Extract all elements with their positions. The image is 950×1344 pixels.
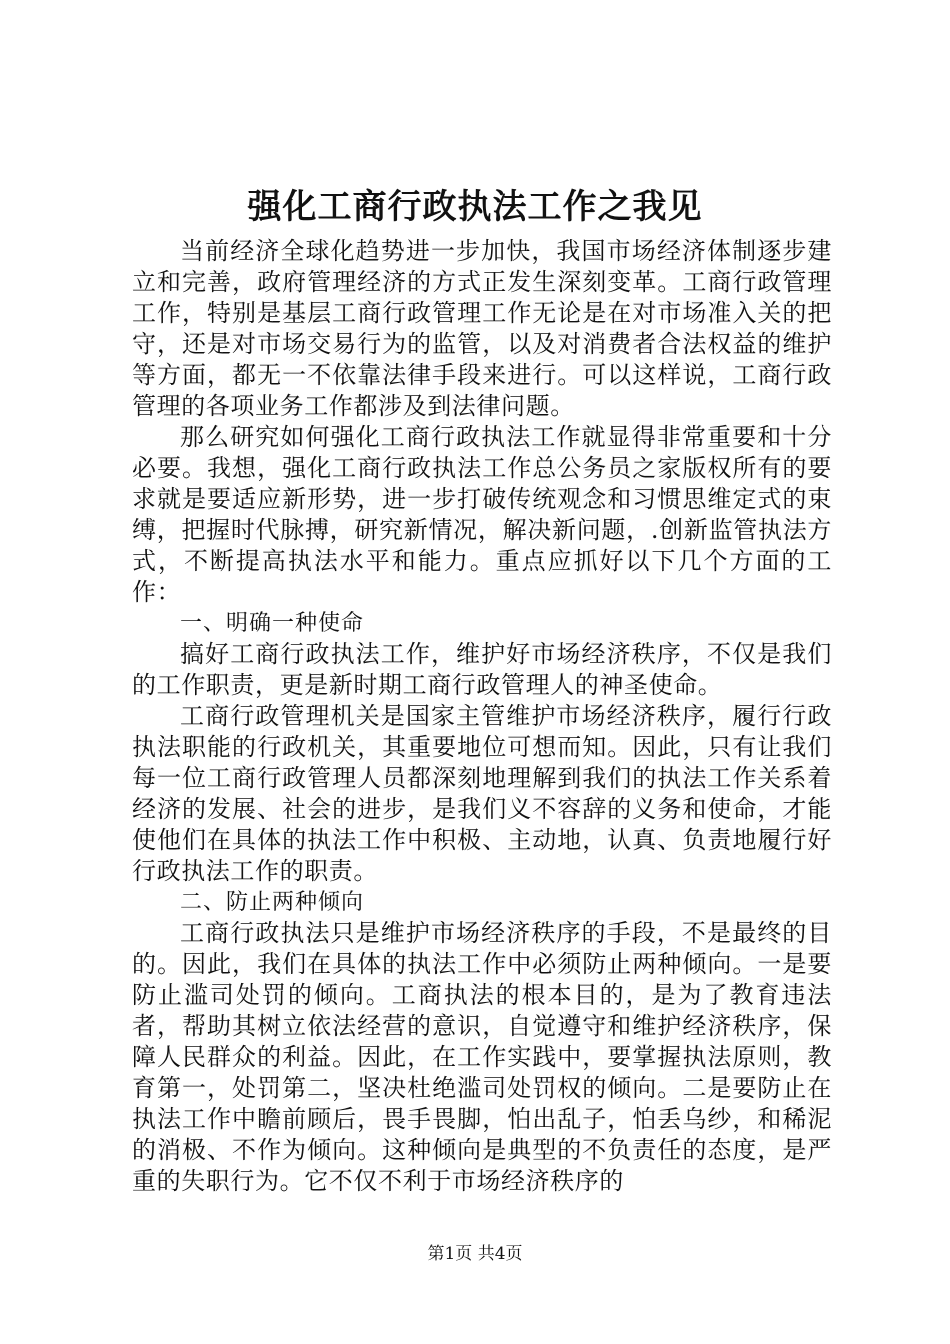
- paragraph-purpose: 那么研究如何强化工商行政执法工作就显得非常重要和十分必要。我想，强化工商行政执法工作总公务员之家版权所有的要求就是要适应新形势，进一步打破传统观念和习惯思维定式的束缚，把握时代脉搏，研究新情况，解决新问题，.创新监管执法方式，不断提高执法水平和能力。重点应抓好以下几个方面的工作：: [132, 423, 832, 606]
- paragraph-agency-role: 工商行政管理机关是国家主管维护市场经济秩序，履行行政执法职能的行政机关，其重要地位可想而知。因此，只有让我们每一位工商行政管理人员都深刻地理解到我们的执法工作关系着经济的发展、社会的进步，是我们义不容辞的义务和使命，才能使他们在具体的执法工作中积极、主动地，认真、负责地履行好行政执法工作的职责。: [132, 702, 832, 885]
- document-title: 强化工商行政执法工作之我见: [247, 187, 703, 227]
- page-footer: 第1页 共4页: [427, 1244, 523, 1264]
- section-heading-1: 一、明确一种使命: [180, 611, 365, 636]
- section-heading-2: 二、防止两种倾向: [180, 890, 365, 915]
- paragraph-mission: 搞好工商行政执法工作，维护好市场经济秩序，不仅是我们的工作职责，更是新时期工商行政管理人的神圣使命。: [132, 640, 832, 699]
- paragraph-intro: 当前经济全球化趋势进一步加快，我国市场经济体制逐步建立和完善，政府管理经济的方式正发生深刻变革。工商行政管理工作，特别是基层工商行政管理工作无论是在对市场准入关的把守，还是对市场交易行为的监管，以及对消费者合法权益的维护等方面，都无一不依靠法律手段来进行。可以这样说，工商行政管理的各项业务工作都涉及到法律问题。: [132, 237, 832, 420]
- paragraph-two-tendencies: 工商行政执法只是维护市场经济秩序的手段，不是最终的目的。因此，我们在具体的执法工作中必须防止两种倾向。一是要防止滥司处罚的倾向。工商执法的根本目的，是为了教育违法者，帮助其树立依法经营的意识，自觉遵守和维护经济秩序，保障人民群众的利益。因此，在工作实践中，要掌握执法原则，教育第一，处罚第二，坚决杜绝滥司处罚权的倾向。二是要防止在执法工作中瞻前顾后，畏手畏脚，怕出乱子，怕丢乌纱，和稀泥的消极、不作为倾向。这种倾向是典型的不负责任的态度，是严重的失职行为。它不仅不利于市场经济秩序的: [132, 919, 832, 1195]
- document-body: [132, 236, 832, 1197]
